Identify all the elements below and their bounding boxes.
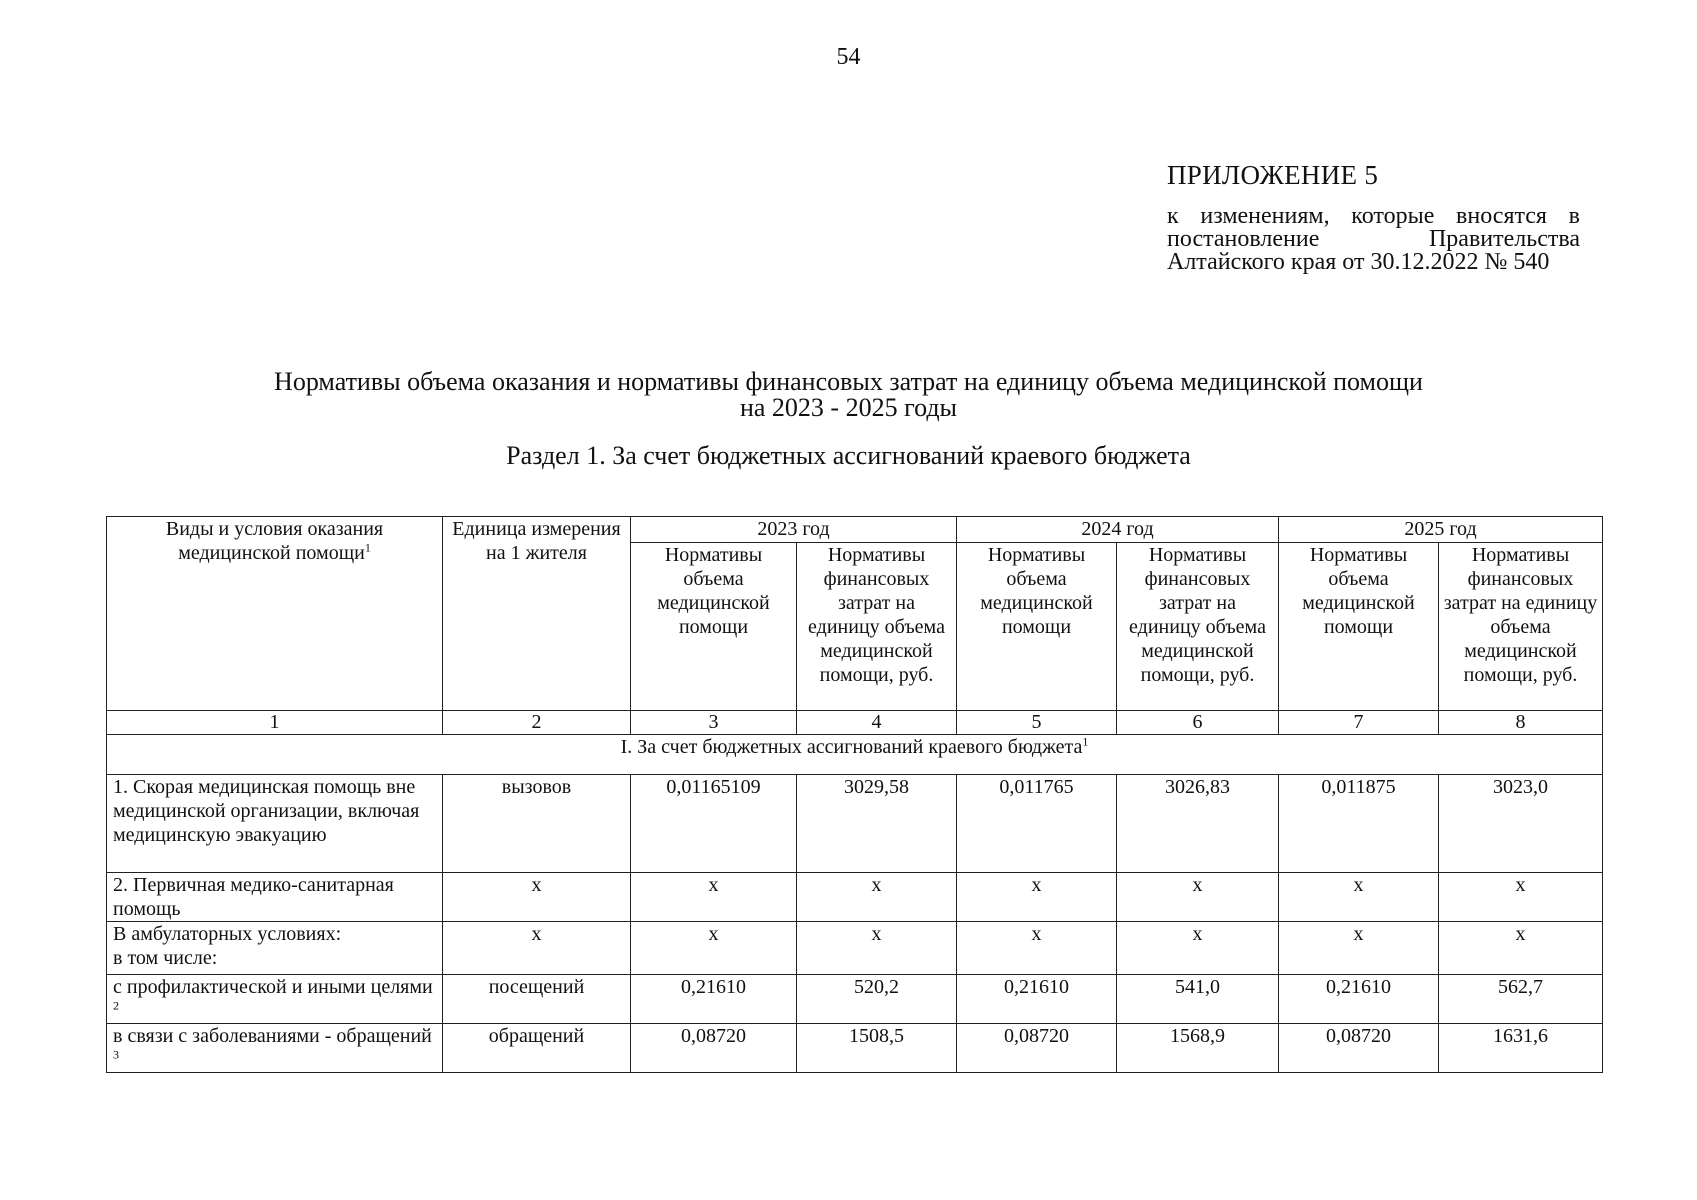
- column-number: 7: [1279, 711, 1439, 735]
- row-value: х: [957, 922, 1117, 975]
- header-col2: Единица измерения на 1 жителя: [443, 517, 631, 711]
- row-value: 0,011875: [1279, 775, 1439, 873]
- row-value: 0,08720: [631, 1024, 797, 1073]
- row-unit: обращений: [443, 1024, 631, 1073]
- row-unit: вызовов: [443, 775, 631, 873]
- row-value: 1631,6: [1439, 1024, 1603, 1073]
- row-unit: х: [443, 873, 631, 922]
- row-value: х: [797, 873, 957, 922]
- row-value: х: [631, 922, 797, 975]
- row-value: 541,0: [1117, 975, 1279, 1024]
- footnote-mark: 1: [364, 540, 371, 555]
- row-value: 0,08720: [957, 1024, 1117, 1073]
- section-row-label: I. За счет бюджетных ассигнований краевого бюджета$^1$: [107, 735, 1603, 775]
- column-number: 3: [631, 711, 797, 735]
- header-sub-5: Нормативы объема медицинской помощи: [957, 543, 1117, 711]
- row-value: 0,21610: [631, 975, 797, 1024]
- row-value: 3026,83: [1117, 775, 1279, 873]
- header-row-years: [107, 517, 1603, 543]
- footnote-mark: 2: [113, 998, 119, 1013]
- row-unit: посещений: [443, 975, 631, 1024]
- table-row: [107, 975, 1603, 1024]
- section-row: [107, 735, 1603, 775]
- column-number: 6: [1117, 711, 1279, 735]
- footnote-mark: 1: [1082, 734, 1089, 749]
- row-value: 1568,9: [1117, 1024, 1279, 1073]
- row-value: х: [631, 873, 797, 922]
- annex-subtitle: к изменениям, которые вносятся в постановление Правительства Алтайского края от 30.12.2022 № 540: [1167, 203, 1580, 275]
- table-row: [107, 873, 1603, 922]
- row-unit: х: [443, 922, 631, 975]
- column-number: 8: [1439, 711, 1603, 735]
- row-value: 562,7: [1439, 975, 1603, 1024]
- header-sub-6: Нормативы финансовых затрат на единицу объема медицинской помощи, руб.: [1117, 543, 1279, 711]
- section-title: Раздел 1. За счет бюджетных ассигнований краевого бюджета: [506, 441, 1191, 470]
- row-name: В амбулаторных условиях: в том числе:: [107, 922, 443, 975]
- row-name: в связи с заболеваниями - обращений $^3$: [107, 1024, 443, 1073]
- row-value: 3029,58: [797, 775, 957, 873]
- row-value: х: [957, 873, 1117, 922]
- document-title-line1: Нормативы объема оказания и нормативы финансовых затрат на единицу объема медицинской помощи: [274, 367, 1423, 396]
- column-number-row: [107, 711, 1603, 735]
- footnote-mark: 3: [113, 1047, 119, 1062]
- annex-title: ПРИЛОЖЕНИЕ 5: [1167, 160, 1379, 190]
- header-sub-7: Нормативы объема медицинской помощи: [1279, 543, 1439, 711]
- row-value: х: [1117, 922, 1279, 975]
- row-name: с профилактической и иными целями $^2$: [107, 975, 443, 1024]
- row-value: х: [1439, 873, 1603, 922]
- row-value: х: [1279, 922, 1439, 975]
- header-col1: Виды и условия оказания медицинской помощи$^1$: [107, 517, 443, 711]
- row-value: 1508,5: [797, 1024, 957, 1073]
- column-number: 2: [443, 711, 631, 735]
- column-number: 5: [957, 711, 1117, 735]
- table-row: [107, 922, 1603, 975]
- column-number: 4: [797, 711, 957, 735]
- page-number: 54: [836, 44, 861, 70]
- header-year-2024: 2024 год: [957, 517, 1279, 543]
- document-title: [150, 369, 1547, 421]
- annex-block: [1167, 160, 1580, 274]
- row-value: 520,2: [797, 975, 957, 1024]
- header-year-2025: 2025 год: [1279, 517, 1603, 543]
- column-number: 1: [107, 711, 443, 735]
- header-sub-3: Нормативы объема медицинской помощи: [631, 543, 797, 711]
- row-value: 0,08720: [1279, 1024, 1439, 1073]
- row-name: 1. Скорая медицинская помощь вне медицинской организации, включая медицинскую эвакуацию: [107, 775, 443, 873]
- table-row: [107, 1024, 1603, 1073]
- row-value: 0,01165109: [631, 775, 797, 873]
- row-name: 2. Первичная медико-санитарная помощь: [107, 873, 443, 922]
- row-value: х: [797, 922, 957, 975]
- row-value: х: [1117, 873, 1279, 922]
- norms-table: [106, 516, 1603, 1073]
- row-value: 0,21610: [957, 975, 1117, 1024]
- header-sub-4: Нормативы финансовых затрат на единицу объема медицинской помощи, руб.: [797, 543, 957, 711]
- row-value: 0,011765: [957, 775, 1117, 873]
- row-value: х: [1279, 873, 1439, 922]
- row-value: 0,21610: [1279, 975, 1439, 1024]
- header-sub-8: Нормативы финансовых затрат на единицу объема медицинской помощи, руб.: [1439, 543, 1603, 711]
- row-value: х: [1439, 922, 1603, 975]
- row-value: 3023,0: [1439, 775, 1603, 873]
- header-year-2023: 2023 год: [631, 517, 957, 543]
- document-title-line2: на 2023 - 2025 годы: [739, 393, 958, 422]
- table-row: [107, 775, 1603, 873]
